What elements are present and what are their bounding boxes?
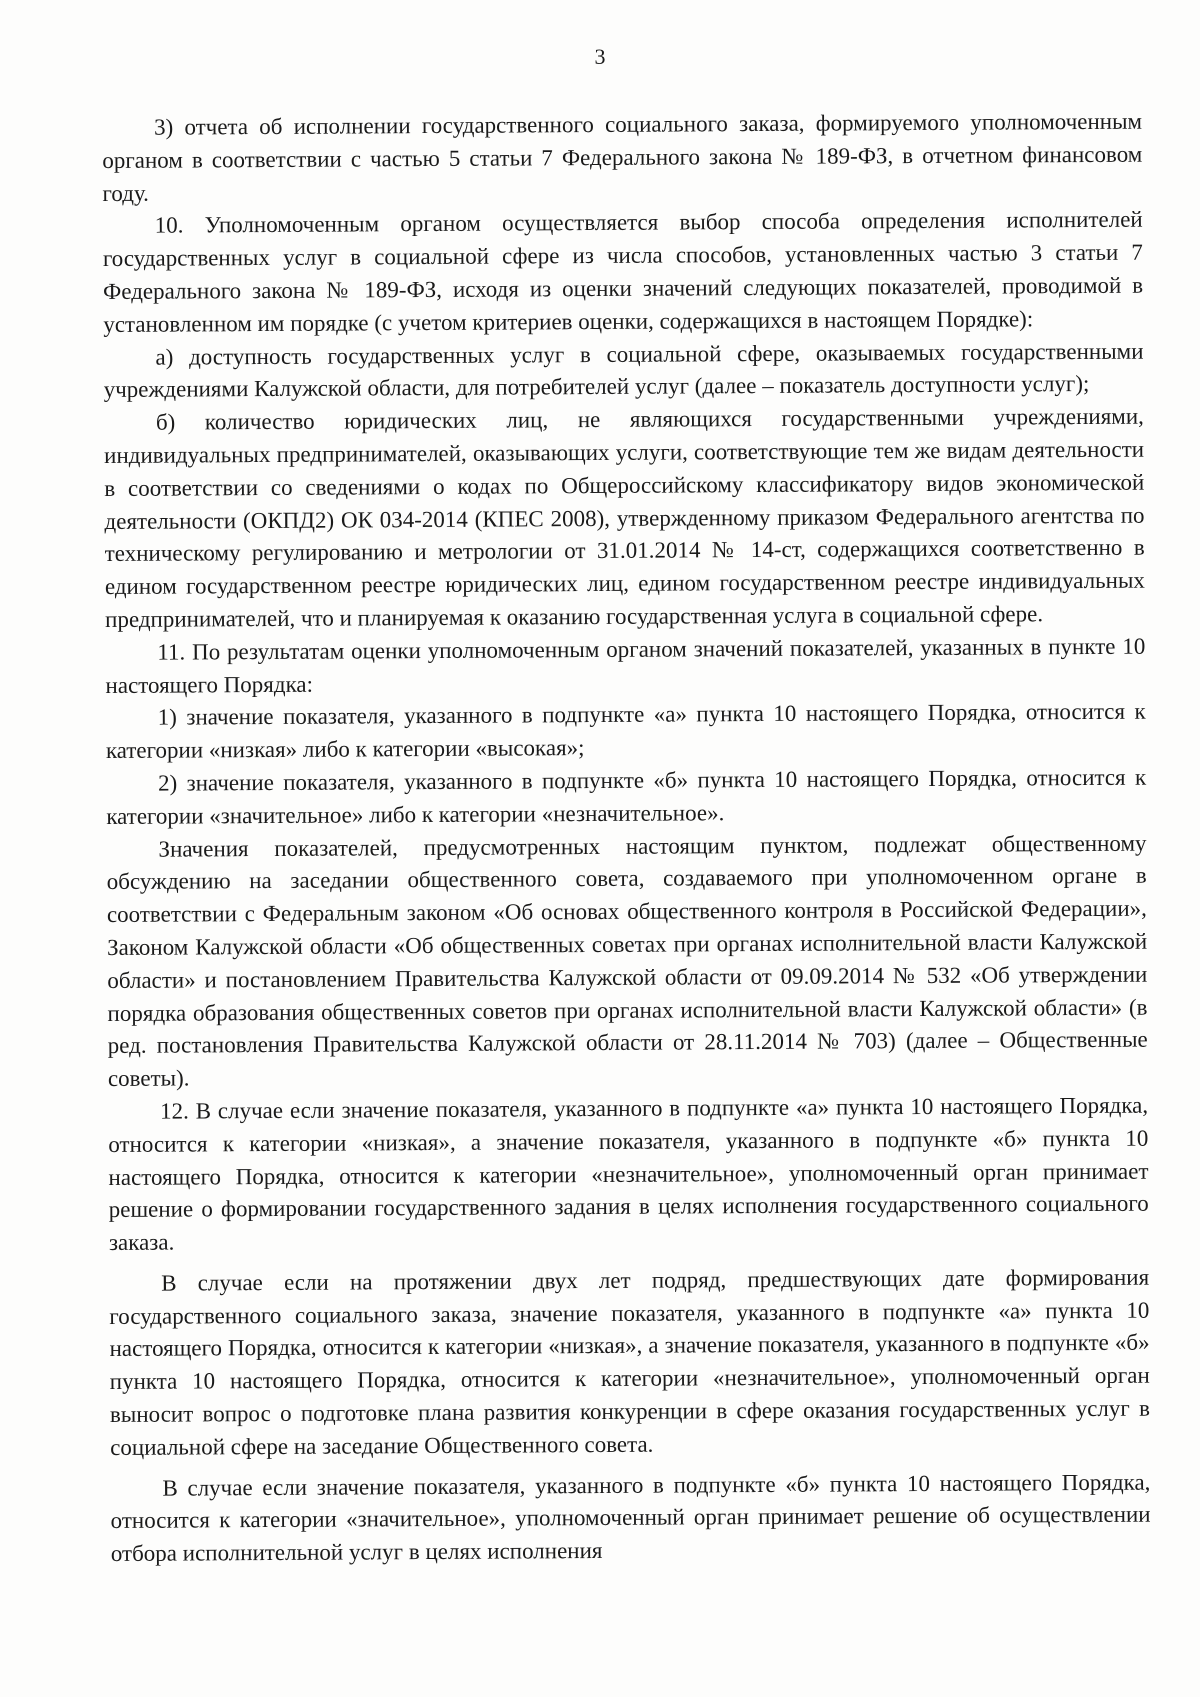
paragraph-point-12-third: В случае если значение показателя, указанного в подпункте «б» пункта 10 настоящего Порядка, относится к категории «значительное», уполномоченный орган принимает решение об осуществлении отбора исполнительной услуг в целях исполнения bbox=[110, 1469, 1151, 1567]
paragraph-point-12: 12. В случае если значение показателя, указанного в подпункте «а» пункта 10 настоящего Порядка, относится к категории «низкая», а значение показателя, указанного в подпункте «б» пункта 10 настоящего Порядка, относится к категории «незначительное», уполномоченный орган принимает решение о формировании государственного задания в целях исполнения государственного социального заказа. bbox=[108, 1092, 1149, 1256]
paragraph-point-11-note: Значения показателей, предусмотренных настоящим пунктом, подлежат общественному обсуждению на заседании общественного совета, создаваемого при уполномоченном органе в соответствии с Федеральным законом «Об основах общественного контроля в Российской Федерации», Законом Калужской области «Об общественных советах при органах исполнительной власти Калужской области» и постановлением Правительства Калужской области от 09.09.2014 № 532 «Об утверждении порядка образования общественных советов при органах исполнительной власти Калужской области» (в ред. постановления Правительства Калужской области от 28.11.2014 № 703) (далее – Общественные советы). bbox=[106, 830, 1148, 1092]
paragraph-point-11-item-1: 1) значение показателя, указанного в подпункте «а» пункта 10 настоящего Порядка, относится к категории «низкая» либо к категории «высокая»; bbox=[105, 698, 1146, 764]
paragraph-item-3: 3) отчета об исполнении государственного социального заказа, формируемого уполномоченным органом в соответствии с частью 5 статьи 7 Федерального закона № 189-ФЗ, в отчетном финансовом году. bbox=[102, 108, 1143, 206]
paragraph-subpoint-b: б) количество юридических лиц, не являющихся государственными учреждениями, индивидуальных предпринимателей, оказывающих услуги, соответствующие тем же видам деятельности в соответствии со сведениями о кодах по Общероссийскому классификатору видов экономической деятельности (ОКПД2) ОК 034-2014 (КПЕС 2008), утвержденному приказом Федерального агентства по техническому регулированию и метрологии от 31.01.2014 № 14-ст, содержащихся соответственно в едином государственном реестре юридических лиц, едином государственном реестре индивидуальных предпринимателей, что и планируемая к оказанию государственная услуга в социальной сфере. bbox=[104, 403, 1145, 632]
paragraph-point-11-item-2: 2) значение показателя, указанного в подпункте «б» пункта 10 настоящего Порядка, относится к категории «значительное» либо к категории «незначительное». bbox=[106, 764, 1147, 829]
page-number: 3 bbox=[594, 44, 606, 69]
paragraph-point-11: 11. По результатам оценки уполномоченным органом значений показателей, указанных в пункте 10 настоящего Порядка: bbox=[105, 633, 1146, 698]
paragraph-point-10: 10. Уполномоченным органом осуществляется выбор способа определения исполнителей государственных услуг в социальной сфере из числа способов, установленных частью 3 статьи 7 Федерального закона № 189-ФЗ, исходя из оценки значений следующих показателей, проводимой в установленном им порядке (с учетом критериев оценки, содержащихся в настоящем Порядке): bbox=[102, 207, 1144, 337]
paragraph-point-12-second: В случае если на протяжении двух лет подряд, предшествующих дате формирования государственного социального заказа, значение показателя, указанного в подпункте «а» пункта 10 настоящего Порядка, относится к категории «низкая», а значение показателя, указанного в подпункте «б» пункта 10 настоящего Порядка, относится к категории «незначительное», уполномоченный орган выносит вопрос о подготовке плана развития конкуренции в сфере оказания государственных услуг в социальной сфере на заседание Общественного совета. bbox=[109, 1264, 1151, 1460]
paragraph-subpoint-a: а) доступность государственных услуг в социальной сфере, оказываемых государственными учреждениями Калужской области, для потребителей услуг (далее – показатель доступности услуг); bbox=[103, 338, 1144, 403]
document-body bbox=[102, 106, 1151, 1571]
